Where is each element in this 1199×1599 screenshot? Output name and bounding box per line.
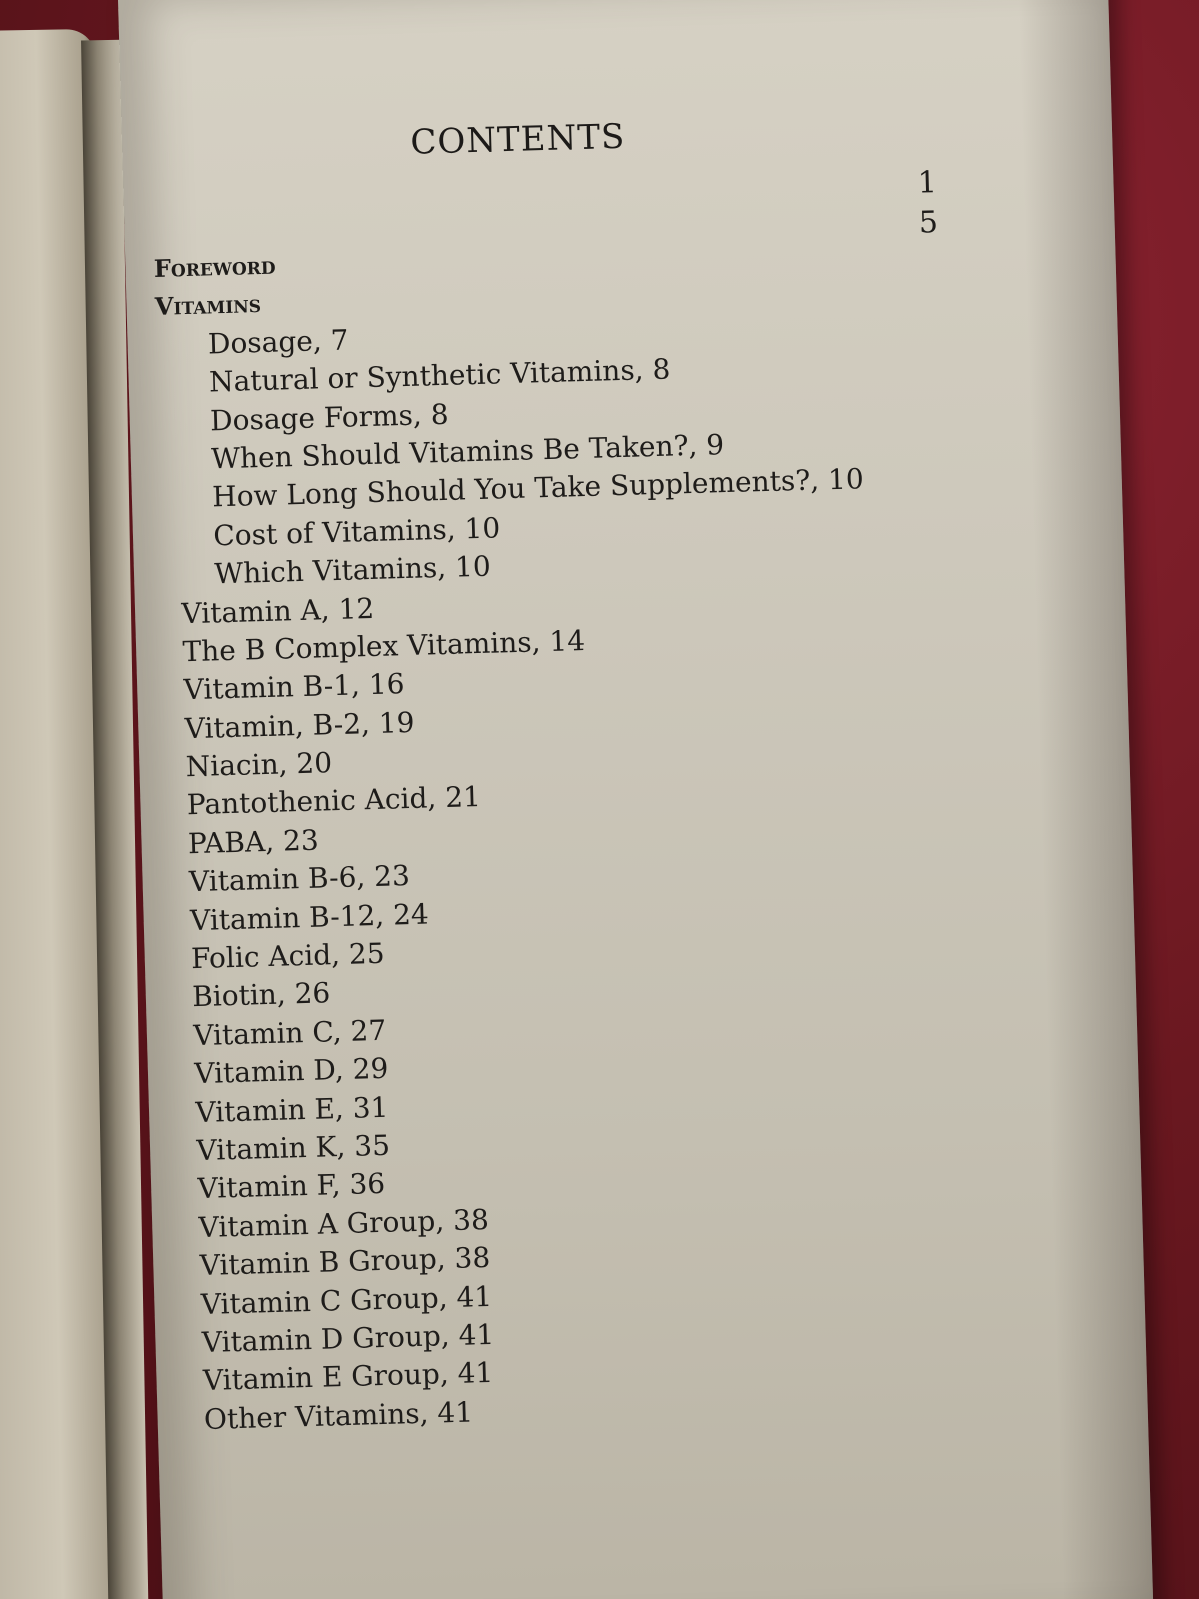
toc-subentry: How Long Should You Take Supplements?, 10 — [211, 462, 865, 514]
page-title: CONTENTS — [409, 116, 626, 163]
toc-entry: PABA, 23 — [187, 823, 320, 861]
toc-entry: Folic Acid, 25 — [190, 936, 386, 976]
toc-entry: Vitamin F, 36 — [197, 1167, 386, 1206]
toc-list — [153, 229, 946, 1440]
toc-entry: Vitamin B Group, 38 — [199, 1241, 491, 1283]
page-number-vitamins: 5 — [918, 205, 939, 241]
toc-subentry: Which Vitamins, 10 — [213, 549, 492, 591]
toc-entry: Biotin, 26 — [191, 976, 331, 1014]
toc-entry: Vitamin D Group, 41 — [201, 1317, 495, 1359]
page-number-foreword: 1 — [917, 165, 938, 201]
toc-entry: Vitamin E, 31 — [194, 1090, 389, 1129]
toc-section-foreword: Foreword — [153, 250, 276, 283]
toc-entry: Vitamin C, 27 — [192, 1013, 387, 1052]
toc-entry: Vitamin E Group, 41 — [202, 1356, 494, 1398]
toc-subentry: Cost of Vitamins, 10 — [212, 511, 501, 553]
toc-subentry: Dosage Forms, 8 — [209, 397, 449, 437]
toc-entry: Vitamin B-6, 23 — [188, 859, 411, 899]
toc-entry: Vitamin B-12, 24 — [189, 897, 430, 937]
toc-section-vitamins: Vitamins — [154, 289, 262, 322]
toc-entry: The B Complex Vitamins, 14 — [182, 623, 586, 669]
toc-entry: Vitamin D, 29 — [193, 1051, 389, 1091]
toc-entry: Vitamin B-1, 16 — [183, 667, 405, 707]
toc-entry: Vitamin K, 35 — [196, 1128, 391, 1168]
toc-entry: Niacin, 20 — [185, 746, 333, 784]
toc-entry: Pantothenic Acid, 21 — [186, 780, 482, 822]
toc-entry: Vitamin C Group, 41 — [200, 1279, 493, 1321]
toc-subentry: Dosage, 7 — [207, 323, 349, 361]
toc-entry: Vitamin, B-2, 19 — [184, 705, 415, 745]
toc-subentry: When Should Vitamins Be Taken?, 9 — [210, 428, 725, 476]
toc-entry: Vitamin A, 12 — [181, 591, 375, 630]
toc-subentry: Natural or Synthetic Vitamins, 8 — [208, 352, 671, 399]
contents-page — [150, 106, 1048, 1509]
toc-entry: Other Vitamins, 41 — [203, 1395, 474, 1436]
toc-entry: Vitamin A Group, 38 — [198, 1202, 490, 1244]
